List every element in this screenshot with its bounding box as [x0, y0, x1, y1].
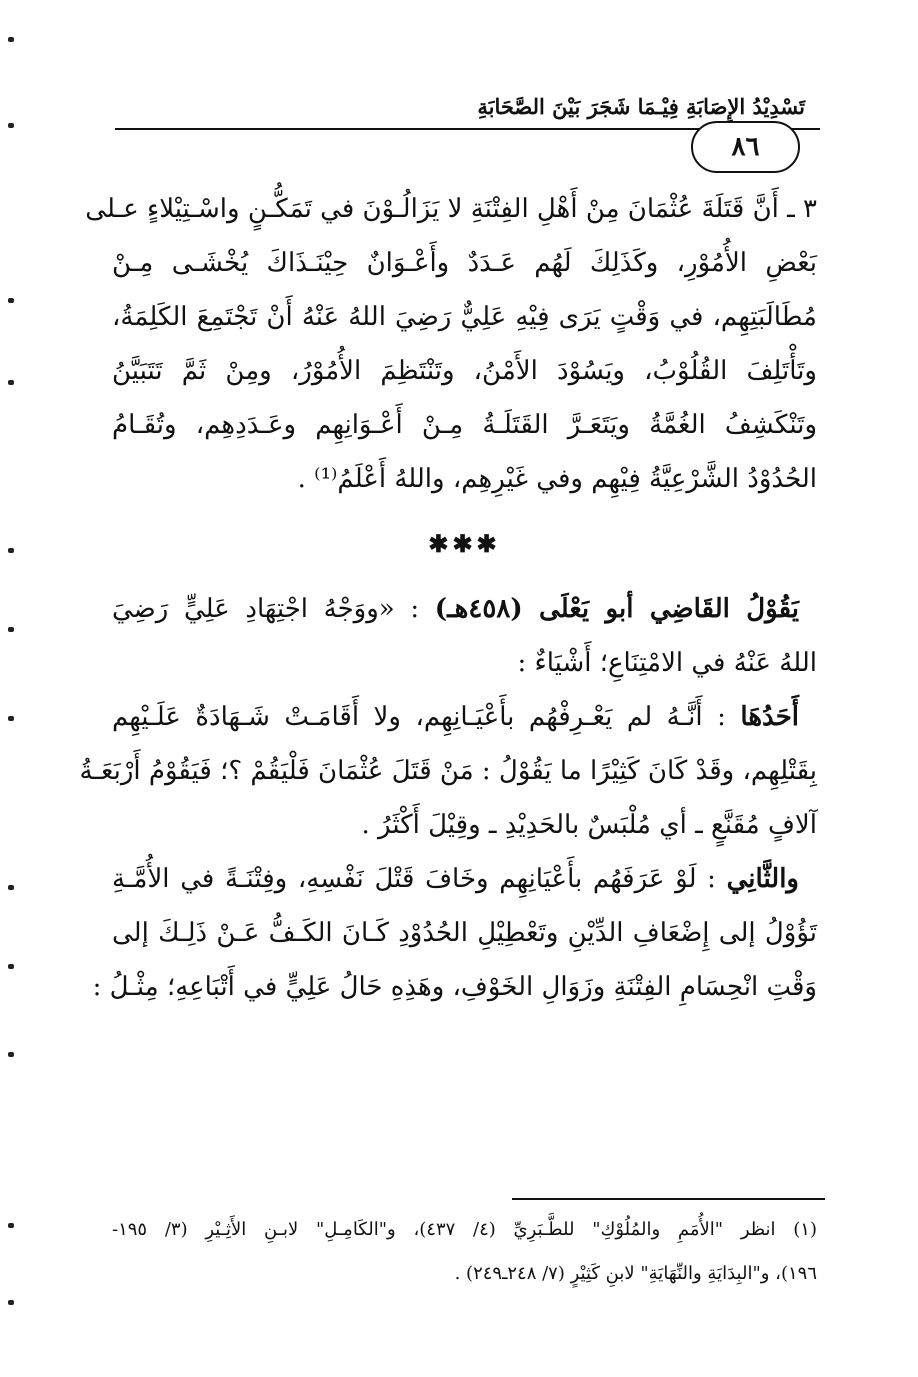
footnote-rule	[512, 1198, 825, 1200]
margin-speck	[8, 885, 14, 890]
text-run: : «ووَجْهُ اجْتِهَادِ عَلِيٍّ رَضِيَ	[112, 594, 435, 624]
text-line: وتَأْتَلِفَ القُلُوْبُ، ويَسُوْدَ الأَمْنُ، وتَنْتَظِمَ الأُمُوْرُ، ومِنْ ثَمَّ تَتَبَيَّنُ	[112, 356, 817, 386]
point-lead: والثَّانِي	[726, 864, 799, 894]
page-number-text: ٨٦	[731, 132, 760, 162]
text-line: بَعْضِ الأُمُوْرِ، وكَذَلِكَ لَهُم عَـدَدٌ وأَعْـوَانٌ حِيْنَـذَاكَ يُخْشَـى مِـنْ	[112, 248, 817, 278]
footnote-line: (١) انظر "الأُمَمِ والمُلُوْكِ" للطَّـبَرِيِّ (٤/ ٤٣٧)، و"الكَامِـلِ" لابـنِ الأَثِـيْرِ (٣/ ١٩٥-	[112, 1219, 817, 1240]
running-head-title: تَسْدِيْدُ الإِصَابَةِ فِيْـمَا شَجَرَ بَيْنَ الصَّحَابَةِ	[477, 94, 805, 119]
text-line	[112, 852, 817, 906]
footnote-line: ١٩٦)، و"البِدَايَةِ والنِّهَايَةِ" لابنِ كَثِيْرٍ (٧/ ٢٤٨ـ٢٤٩) .	[454, 1263, 817, 1284]
margin-speck	[8, 123, 14, 128]
body-text	[79, 182, 817, 1014]
text-line: آلافٍ مُقَنَّعٍ ـ أي مُلْبَسٌ بالحَدِيْدِ ـ وقِيْلَ أَكْثَرُ .	[361, 810, 817, 840]
margin-speck	[8, 37, 14, 42]
margin-speck	[8, 548, 14, 553]
point-lead: أَحَدُهَا	[740, 702, 799, 732]
margin-speck	[8, 1300, 14, 1305]
margin-speck	[8, 627, 14, 632]
text-line: مُطَالَبَتِهِم، في وَقْتٍ يَرَى فِيْهِ عَلِيٌّ رَضِيَ اللهُ عَنْهُ أَنْ تَجْتَمِعَ الكَلِمَةُ،	[112, 302, 817, 332]
margin-speck	[8, 380, 14, 385]
text-line: تَؤُوْلُ إلى إِضْعَافِ الدِّيْنِ وتَعْطِيْلِ الحُدُوْدِ كَـانَ الكَـفُّ عَـنْ ذَلِـكَ إلى	[112, 918, 817, 948]
quote-lead: يَقُوْلُ القَاضِي أبو يَعْلَى (٤٥٨هـ)	[434, 594, 799, 624]
text-line	[112, 690, 817, 744]
margin-speck	[8, 298, 14, 303]
text-line: وتَنْكَشِفُ الغُمَّةُ ويَتَعَـرَّ القَتَلَـةُ مِـنْ أَعْـوَانِهِم وعَـدَدِهِم، وتُقَـامُ	[112, 410, 817, 440]
margin-speck	[8, 964, 14, 969]
text-line: وَقْتِ انْحِسَامِ الفِتْنَةِ وزَوَالِ الخَوْفِ، وهَذِهِ حَالُ عَلِيٍّ في أَتْبَاعِهِ؛ مِثْـلُ :	[92, 972, 817, 1002]
margin-speck	[8, 1052, 14, 1057]
text-line: ٣ ـ أَنَّ قَتَلَةَ عُثْمَانَ مِنْ أَهْلِ الفِتْنَةِ لا يَزَالُـوْنَ في تَمَكُّـنٍ واسْـتِيْلاءٍ عـلى	[85, 194, 817, 224]
margin-speck	[8, 716, 14, 721]
text-line: الحُدُوْدُ الشَّرْعِيَّةُ فِيْهِم وفي غَيْرِهِم، واللهُ أَعْلَمُ⁽¹⁾ .	[297, 464, 817, 494]
text-line: اللهُ عَنْهُ في الامْتِنَاعِ؛ أَشْيَاءٌ :	[517, 648, 817, 678]
text-line: بِقَتْلِهِم، وقَدْ كَانَ كَثِيْرًا ما يَقُوْلُ : مَنْ قَتَلَ عُثْمَانَ فَلْيَقُمْ ؟؛ فَيَقُوْمُ أَرْبَعَـةُ	[79, 756, 817, 786]
text-run: : لَوْ عَرَفَهُم بأَعْيَانِهِم وخَافَ قَتْلَ نَفْسِهِ، وفِتْنَـةً في الأُمَّـةِ	[112, 864, 727, 894]
page-number	[691, 121, 800, 173]
text-run: : أَنَّـهُ لم يَعْـرِفْهُم بأَعْيَـانِهِم، ولا أَقَامَـتْ شَـهَادَةٌ عَلَـيْهِم	[112, 702, 741, 732]
margin-speck	[8, 1223, 14, 1228]
text-line	[112, 582, 817, 636]
section-divider: ✱✱✱	[428, 529, 501, 558]
footnotes	[112, 1208, 817, 1296]
